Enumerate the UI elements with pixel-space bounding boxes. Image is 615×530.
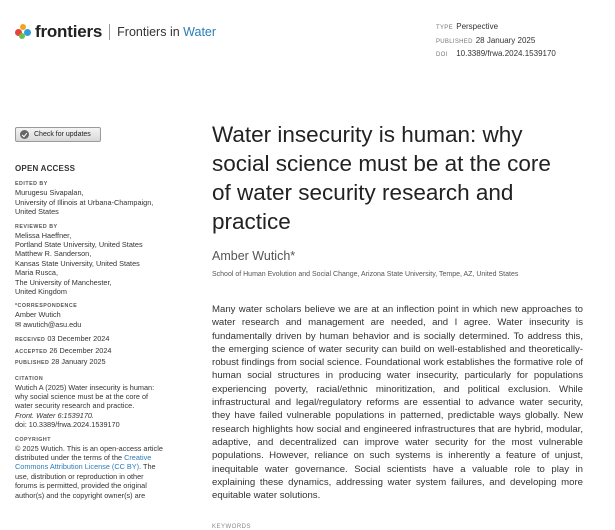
check-for-updates-button[interactable] bbox=[15, 127, 101, 142]
copyright-line: Commons Attribution License (CC BY). The bbox=[15, 462, 156, 472]
citation-doi: doi: 10.3389/frwa.2024.1539170 bbox=[15, 420, 120, 430]
doi-link[interactable]: 10.3389/frwa.2024.1539170 bbox=[456, 49, 556, 58]
correspondence-email-row[interactable] bbox=[15, 320, 185, 329]
cc-license-link[interactable]: Commons Attribution License (CC BY) bbox=[15, 462, 140, 472]
reviewer-line: Kansas State University, United States bbox=[15, 258, 140, 268]
reviewer-line: Portland State University, United States bbox=[15, 240, 143, 250]
reviewer-line: Melissa Haeffner, bbox=[15, 230, 72, 240]
editor-affiliation: University of Illinois at Urbana-Champaign, bbox=[15, 197, 154, 207]
journal-name: Frontiers in Water bbox=[117, 25, 217, 39]
copyright-line: forums is permitted, provided the original bbox=[15, 481, 147, 491]
copyright-line: use, distribution or reproduction in other bbox=[15, 471, 144, 481]
frontiers-logo-icon bbox=[15, 24, 31, 40]
reviewer-line: The University of Manchester, bbox=[15, 277, 112, 287]
journal-logo[interactable] bbox=[15, 22, 216, 42]
correspondence-name: Amber Wutich bbox=[15, 310, 61, 320]
editor-country: United States bbox=[15, 207, 59, 217]
keywords-label: KEYWORDS bbox=[212, 524, 252, 530]
email-icon: ✉ bbox=[15, 319, 22, 329]
article-type: Perspective bbox=[456, 22, 499, 31]
published-row: PUBLISHED 28 January 2025 bbox=[15, 357, 106, 367]
check-updates-label: Check for updates bbox=[34, 131, 91, 138]
citation-line: water security research and practice. bbox=[15, 401, 135, 411]
reviewer-line: Maria Rusca, bbox=[15, 268, 58, 278]
citation-line: Wutich A (2025) Water insecurity is human: bbox=[15, 382, 155, 392]
editor-name: Murugesu Sivapalan, bbox=[15, 188, 84, 198]
logo-divider bbox=[109, 24, 110, 40]
checkmark-icon bbox=[20, 130, 29, 139]
reviewer-line: United Kingdom bbox=[15, 287, 67, 297]
received-row: RECEIVED 03 December 2024 bbox=[15, 334, 110, 344]
accepted-row: ACCEPTED 26 December 2024 bbox=[15, 345, 112, 355]
cc-license-link[interactable]: Creative bbox=[124, 452, 152, 462]
correspondence-email[interactable]: awutich@asu.edu bbox=[23, 319, 82, 329]
author-affiliation: School of Human Evolution and Social Change, Arizona State University, Tempe, AZ, United States bbox=[212, 271, 519, 278]
abstract-text: Many water scholars believe we are at an inflection point in which new approaches to water research and management are needed, and I agree. Water insecurity is fundamentally driven by human behavior and is socially determined. To address this, the emerging science of water security can build on well-established and theoretically-robust findings from social science. Foundational work establishes the formative role of human social structures in producing water insecurity, particularly for populations experiencing poverty, racial/ethnic minoritization, and political exclusion. While infrastructural and legal/regulatory reforms are essential to advance water security, they have failed vulnerable populations in patterned, predictable ways globally. New research highlights how social and engineered infrastructures that are hybrid, modular, adaptive, and decentralized can improve water security for the most vulnerable populations. However, reliance on such systems is inherently a feature of unjust, inequitable water governance. Social scientists have a valuable role to play in explaining these dynamics, addressing water system failures, and developing more equitable water solutions. bbox=[212, 304, 583, 502]
copyright-label: COPYRIGHT bbox=[15, 436, 51, 443]
article-author[interactable]: Amber Wutich* bbox=[212, 249, 296, 263]
article-title: Water insecurity is human: why social science must be at the core of water security research and practice bbox=[212, 122, 551, 234]
logo-wordmark: frontiers bbox=[35, 22, 103, 41]
copyright-line: author(s) and the copyright owner(s) are bbox=[15, 490, 146, 500]
copyright-line: © 2025 Wutich. This is an open-access article bbox=[15, 443, 163, 453]
correspondence-label: *CORRESPONDENCE bbox=[15, 303, 78, 310]
citation-line: Front. Water 6:1539170. bbox=[15, 410, 94, 420]
article-meta: TYPE Perspective PUBLISHED 28 January 2025 DOI 10.3389/frwa.2024.1539170 bbox=[436, 22, 556, 58]
edited-by-label: EDITED BY bbox=[15, 181, 48, 188]
open-access-label: OPEN ACCESS bbox=[15, 164, 76, 173]
published-date: 28 January 2025 bbox=[475, 35, 536, 45]
copyright-line: distributed under the terms of the Creative bbox=[15, 452, 152, 462]
citation-label: CITATION bbox=[15, 375, 44, 382]
sidebar bbox=[15, 164, 185, 500]
reviewer-line: Matthew R. Sanderson, bbox=[15, 249, 92, 259]
reviewed-by-label: REVIEWED BY bbox=[15, 223, 58, 230]
citation-line: why social science must be at the core of bbox=[15, 391, 149, 401]
